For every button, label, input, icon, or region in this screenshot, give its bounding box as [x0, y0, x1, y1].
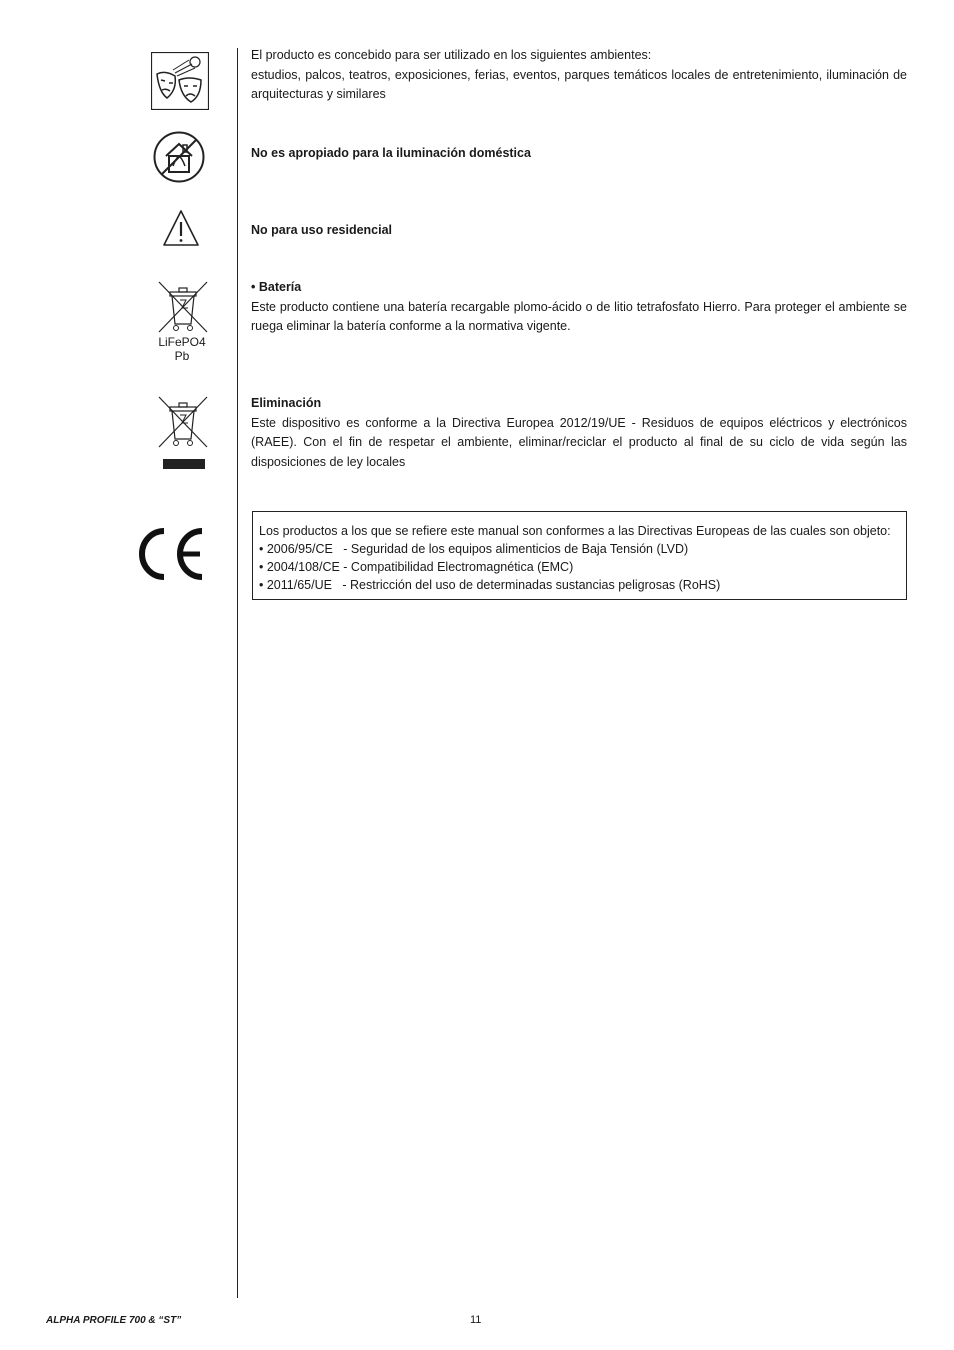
- ambientes-line2: estudios, palcos, teatros, exposiciones, ferias, eventos, parques temáticos locales de entretenimiento, iluminación de arquitecturas y similares: [251, 67, 907, 101]
- battery-type-label: [150, 335, 214, 363]
- eliminacion-text: [251, 394, 907, 472]
- domestica-warning: No es apropiado para la iluminación doméstica: [251, 146, 531, 160]
- battery-label-pb: Pb: [174, 349, 190, 363]
- crossed-bin-weee-icon: [157, 395, 209, 476]
- warning-triangle-icon: [162, 209, 200, 252]
- ce-compliance-box: [252, 511, 907, 600]
- page-number: 11: [470, 1314, 482, 1326]
- theatre-masks-icon: [151, 52, 209, 115]
- eliminacion-body: Este dispositivo es conforme a la Directiva Europea 2012/19/UE - Residuos de equipos eléctricos y electrónicos (RAEE). Con el fin de respetar el ambiente, eliminar/reciclar el producto al final de su ciclo de vida según las disposiciones de ley locales: [251, 415, 907, 469]
- residencial-warning: No para uso residencial: [251, 223, 393, 237]
- crossed-bin-battery-icon: [157, 280, 209, 339]
- ambientes-line1: El producto es concebido para ser utilizado en los siguientes ambientes:: [251, 48, 652, 62]
- battery-label-lifepo4: LiFePO4: [158, 335, 206, 349]
- ce-item-rohs: • 2011/65/UE - Restricción del uso de determinadas sustancias peligrosas (RoHS): [259, 578, 721, 592]
- column-divider: [237, 48, 238, 1298]
- ce-mark-icon: [134, 527, 206, 586]
- ambientes-text: [251, 46, 907, 105]
- bateria-title: • Batería: [251, 280, 302, 294]
- domestica-text: [251, 144, 907, 164]
- ce-item-lvd: • 2006/95/CE - Seguridad de los equipos alimenticios de Baja Tensión (LVD): [259, 542, 689, 556]
- footer-product-title: ALPHA PROFILE 700 & “ST”: [46, 1315, 182, 1326]
- ce-item-emc: • 2004/108/CE - Compatibilidad Electromagnética (EMC): [259, 560, 574, 574]
- bateria-text: [251, 278, 907, 337]
- bateria-body: Este producto contiene una batería recargable plomo-ácido o de litio tetrafosfato Hierro. Para proteger el ambiente se ruega eliminar la batería conforme a la normativa vigente.: [251, 299, 907, 333]
- residencial-text: [251, 221, 907, 241]
- ce-intro: Los productos a los que se refiere este manual son conformes a las Directivas Europeas de las cuales son objeto:: [259, 524, 891, 538]
- no-domestic-use-icon: [152, 130, 206, 189]
- eliminacion-title: Eliminación: [251, 396, 322, 410]
